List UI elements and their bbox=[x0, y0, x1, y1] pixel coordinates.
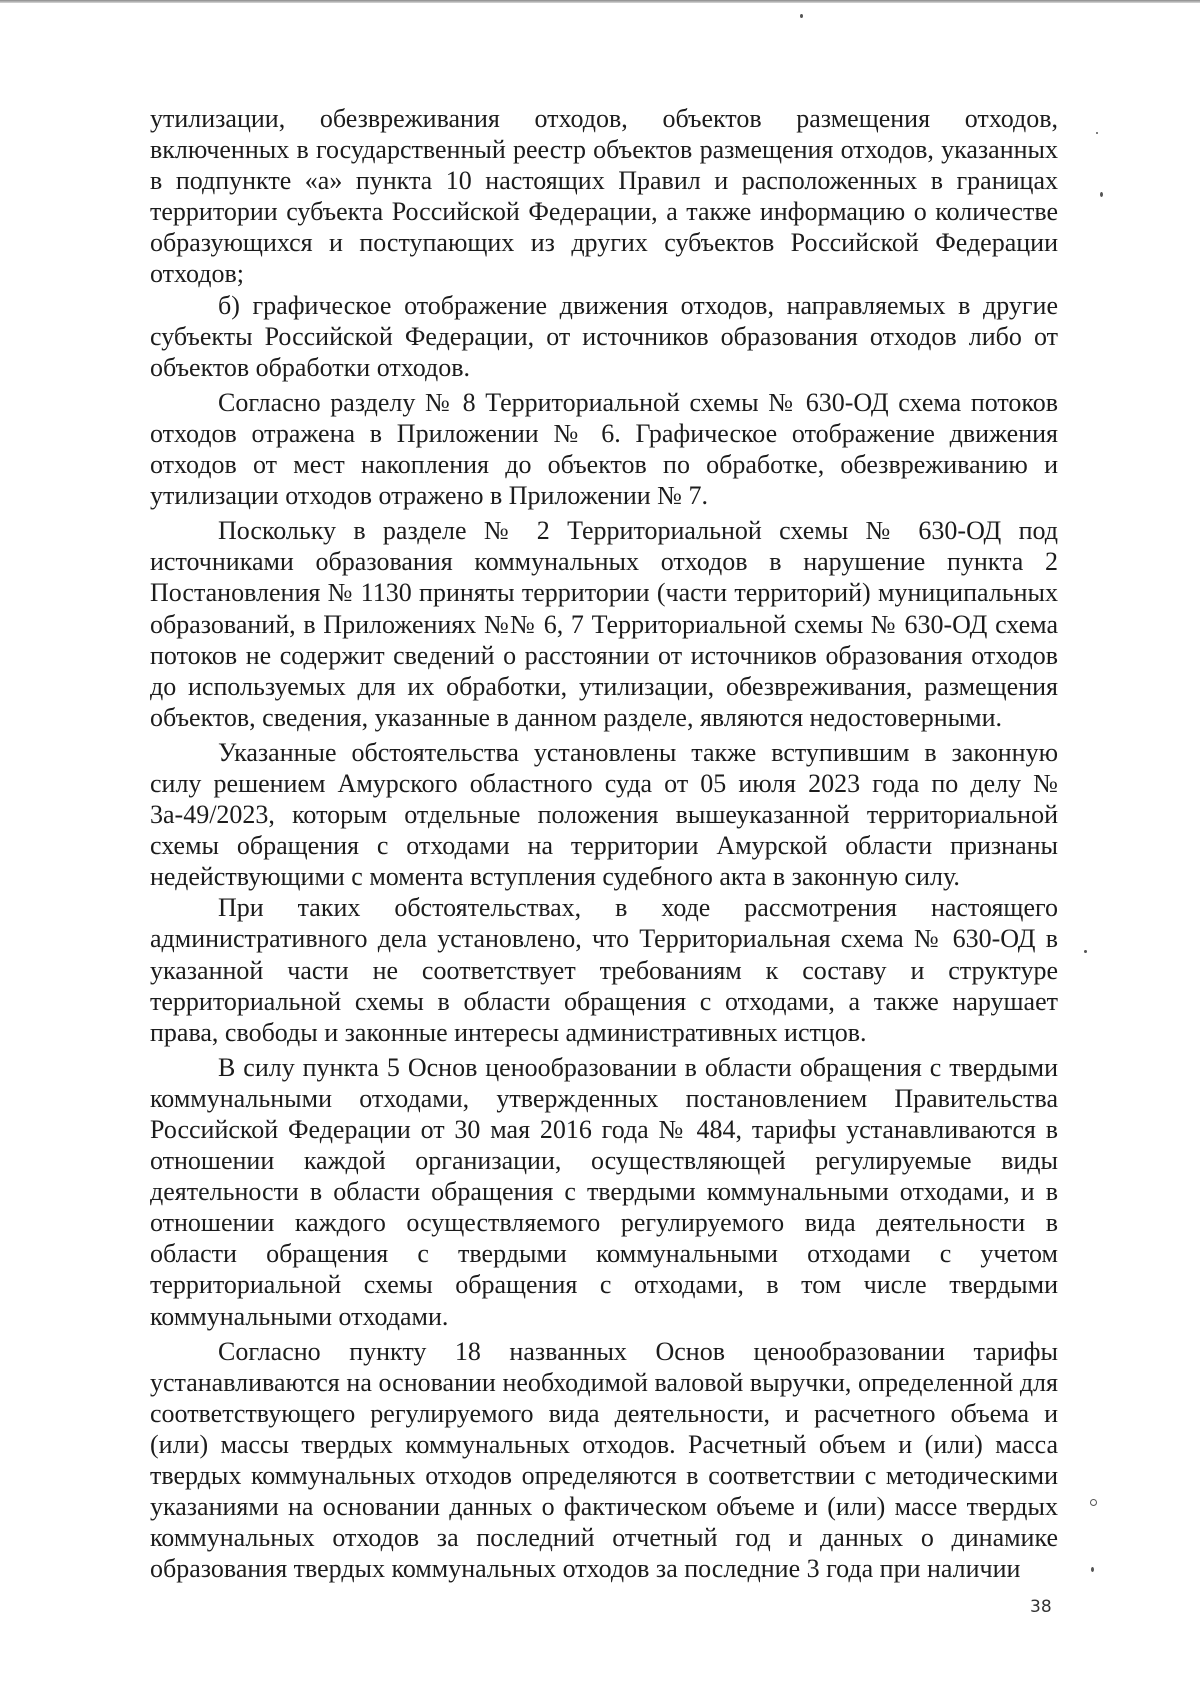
paragraph-section-8: Согласно разделу № 8 Территориальной схемы № 630-ОД схема потоков отходов отражена в Приложении № 6. Графическое отображение движения отходов от мест накопления до объектов по обработке, обезвреживанию и утилизации отходов отражено в Приложении № 7. bbox=[150, 387, 1058, 511]
scan-speck bbox=[1100, 192, 1103, 197]
page-number: 38 bbox=[1030, 1597, 1052, 1617]
paragraph-subitem-b: б) графическое отображение движения отходов, направляемых в другие субъекты Российской Федерации, от источников образования отходов либо от объектов обработки отходов. bbox=[150, 290, 1058, 382]
paragraph-court-decision: Указанные обстоятельства установлены также вступившим в законную силу решением Амурского областного суда от 05 июля 2023 года по делу № 3а-49/2023, которым отдельные положения вышеуказанной территориальной схемы обращения с отходами на территории Амурской области признаны недействующими с момента вступления судебного акта в законную силу. bbox=[150, 737, 1058, 892]
scan-speck bbox=[1096, 132, 1098, 134]
scan-speck bbox=[1084, 950, 1087, 953]
paragraph-circumstances: При таких обстоятельствах, в ходе рассмотрения настоящего административного дела установлено, что Территориальная схема № 630-ОД в указанной части не соответствует требованиям к составу и структуре территориальной схемы в области обращения с отходами, а также нарушает права, свободы и законные интересы административных истцов. bbox=[150, 893, 1058, 1047]
scan-speck bbox=[800, 14, 803, 18]
paragraph-pricing-point-5: В силу пункта 5 Основ ценообразовании в области обращения с твердыми коммунальными отходами, утвержденных постановлением Правительства Российской Федерации от 30 мая 2016 года № 484, тарифы устанавливаются в отношении каждой организации, осуществляющей регулируемые виды деятельности в области обращения с твердыми коммунальными отходами, и в отношении каждого осуществляемого регулируемого вида деятельности в области обращения с твердыми коммунальными отходами с учетом территориальной схемы обращения с отходами, в том числе твердыми коммунальными отходами. bbox=[150, 1052, 1058, 1331]
document-body bbox=[150, 103, 1058, 1584]
paragraph-continuation: утилизации, обезвреживания отходов, объектов размещения отходов, включенных в государственный реестр объектов размещения отходов, указанных в подпункте «а» пункта 10 настоящих Правил и расположенных в границах территории субъекта Российской Федерации, а также информацию о количестве образующихся и поступающих из других субъектов Российской Федерации отходов; bbox=[150, 104, 1058, 289]
scan-speck bbox=[1090, 1499, 1097, 1506]
paragraph-pricing-point-18: Согласно пункту 18 названных Основ ценообразовании тарифы устанавливаются на основании необходимой валовой выручки, определенной для соответствующего регулируемого вида деятельности, и расчетного объема и (или) массы твердых коммунальных отходов. Расчетный объем и (или) масса твердых коммунальных отходов определяются в соответствии с методическими указаниями на основании данных о фактическом объеме и (или) массе твердых коммунальных отходов за последний отчетный год и данных о динамике образования твердых коммунальных отходов за последние 3 года при наличии bbox=[150, 1336, 1058, 1584]
scan-speck bbox=[1091, 1567, 1094, 1572]
paragraph-section-2: Поскольку в разделе № 2 Территориальной схемы № 630-ОД под источниками образования коммунальных отходов в нарушение пункта 2 Постановления № 1130 приняты территории (части территорий) муниципальных образований, в Приложениях №№ 6, 7 Территориальной схемы № 630-ОД схема потоков не содержит сведений о расстоянии от источников образования отходов до используемых для их обработки, утилизации, обезвреживания, размещения объектов, сведения, указанные в данном разделе, являются недостоверными. bbox=[150, 516, 1058, 732]
scan-top-edge bbox=[0, 0, 1200, 3]
